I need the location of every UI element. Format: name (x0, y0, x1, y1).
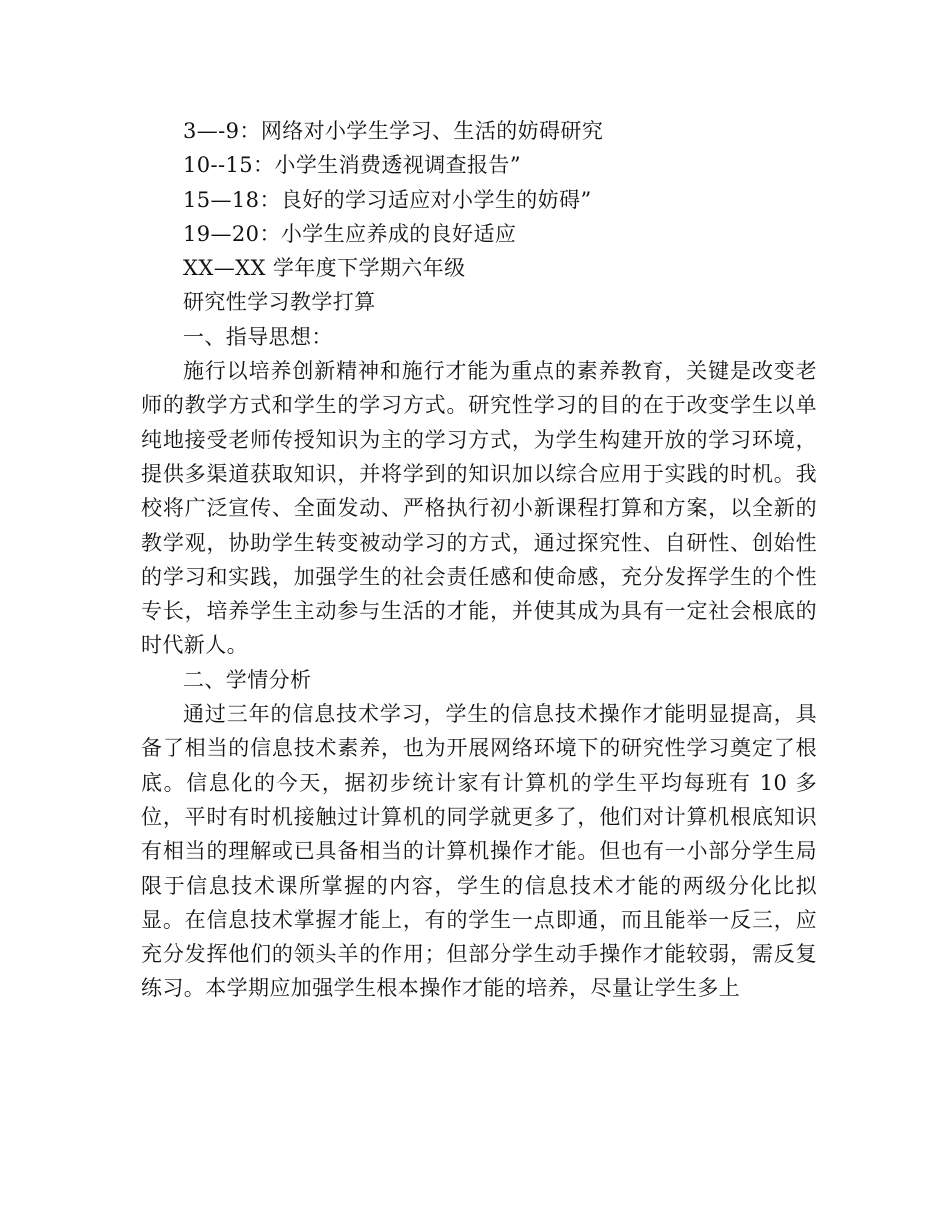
section-heading-guiding-thought: 一、指导思想： (183, 324, 333, 349)
section-paragraph-guiding-thought: 施行以培养创新精神和施行才能为重点的素养教育，关键是改变老师的教学方式和学生的学习方式。研究性学习的目的在于改变学生以单纯地接受老师传授知识为主的学习方式，为学生构建开放的学习环境，提供多渠道获取知识，并将学到的知识加以综合应用于实践的时机。我校将广泛宣传、全面发动、严格执行初小新课程打算和方案，以全新的教学观，协助学生转变被动学习的方式，通过探究性、自研性、创始性的学习和实践，加强学生的社会责任感和使命感，充分发挥学生的个性专长，培养学生主动参与生活的才能，并使其成为具有一定社会根底的时代新人。 (141, 359, 817, 658)
schedule-item-1: 3—-9：网络对小学生学习、生活的妨碍研究 (183, 119, 604, 143)
section-heading-student-analysis: 二、学情分析 (183, 667, 312, 692)
schedule-item-4: 19—20：小学生应养成的良好适应 (183, 221, 517, 246)
document-body (141, 114, 817, 1006)
schedule-item-2: 10--15：小学生消费透视调查报告” (183, 153, 521, 178)
section-paragraph-student-analysis: 通过三年的信息技术学习，学生的信息技术操作才能明显提高，具备了相当的信息技术素养，也为开展网络环境下的研究性学习奠定了根底。信息化的今天，据初步统计家有计算机的学生平均每班有 10 多位，平时有时机接触过计算机的同学就更多了，他们对计算机根底知识有相当的理解或已具备相当的计算机操作才能。但也有一小部分学生局限于信息技术课所掌握的内容，学生的信息技术才能的两级分化比拟显。在信息技术掌握才能上，有的学生一点即通，而且能举一反三，应充分发挥他们的领头羊的作用；但部分学生动手操作才能较弱，需反复练习。本学期应加强学生根本操作才能的培养，尽量让学生多上 (141, 702, 817, 1001)
plan-title-line-2: 研究性学习教学打算 (183, 290, 376, 315)
schedule-item-3: 15—18：良好的学习适应对小学生的妨碍” (183, 187, 592, 212)
plan-title-line-1: XX—XX 学年度下学期六年级 (183, 256, 466, 281)
